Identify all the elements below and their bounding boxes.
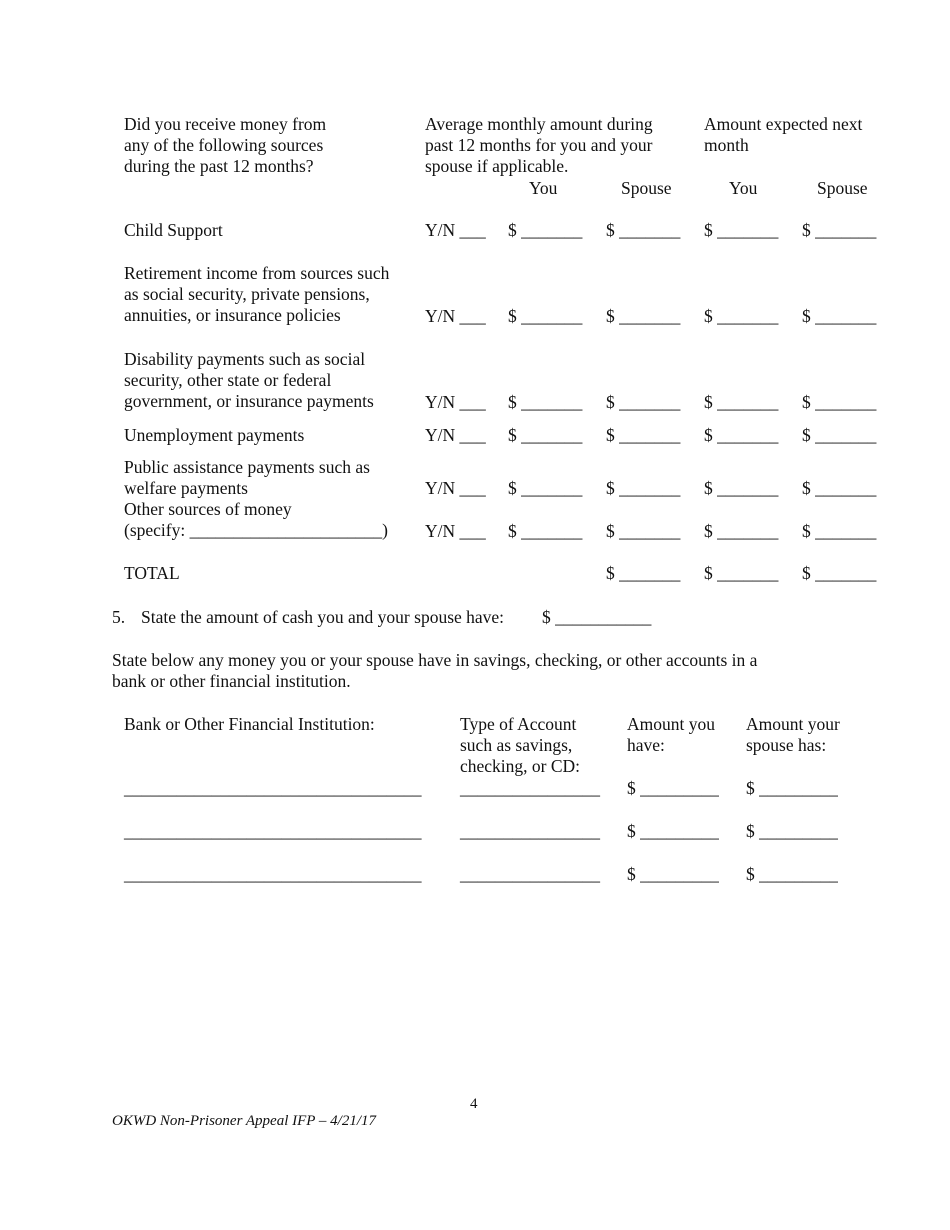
amount-field[interactable]: $ _______	[508, 220, 583, 240]
income-header-question: Did you receive money from any of the following sources during the past 12 months?	[124, 114, 327, 176]
yn-field[interactable]: Y/N ___	[425, 306, 486, 326]
amount-field[interactable]: $ _______	[802, 521, 877, 541]
accounts-header-type: Type of Account such as savings, checking, or CD:	[460, 714, 581, 776]
income-row-label: Child Support	[124, 220, 223, 240]
cash-amount-field[interactable]: $ ___________	[542, 607, 652, 627]
cash-question-text: State the amount of cash you and your spouse have:	[141, 607, 505, 627]
column-header-spouse-average: Spouse	[621, 178, 672, 198]
institution-field[interactable]: __________________________________	[124, 864, 422, 884]
income-row-label: Other sources of money (specify: ______________________)	[124, 499, 388, 540]
income-row-label: Unemployment payments	[124, 425, 305, 445]
account-spouse-amount-field[interactable]: $ _________	[746, 864, 838, 884]
accounts-header-institution: Bank or Other Financial Institution:	[124, 714, 375, 734]
amount-field[interactable]: $ _______	[802, 478, 877, 498]
amount-field[interactable]: $ _______	[802, 220, 877, 240]
amount-field[interactable]: $ _______	[704, 521, 779, 541]
amount-field[interactable]: $ _______	[704, 220, 779, 240]
institution-field[interactable]: __________________________________	[124, 778, 422, 798]
yn-field[interactable]: Y/N ___	[425, 478, 486, 498]
amount-field[interactable]: $ _______	[802, 425, 877, 445]
yn-field[interactable]: Y/N ___	[425, 425, 486, 445]
account-type-field[interactable]: ________________	[460, 778, 600, 798]
total-amount-field[interactable]: $ _______	[704, 563, 779, 583]
amount-field[interactable]: $ _______	[606, 306, 681, 326]
amount-field[interactable]: $ _______	[704, 392, 779, 412]
account-type-field[interactable]: ________________	[460, 821, 600, 841]
income-header-average: Average monthly amount during past 12 months for you and your spouse if applicable.	[425, 114, 653, 176]
accounts-header-you: Amount you have:	[627, 714, 715, 755]
column-header-spouse-expected: Spouse	[817, 178, 868, 198]
column-header-you-expected: You	[729, 178, 758, 198]
amount-field[interactable]: $ _______	[606, 425, 681, 445]
yn-field[interactable]: Y/N ___	[425, 521, 486, 541]
question-number: 5.	[112, 607, 126, 627]
account-you-amount-field[interactable]: $ _________	[627, 778, 719, 798]
total-label: TOTAL	[124, 563, 180, 583]
accounts-intro: State below any money you or your spouse have in savings, checking, or other accounts in a bank or other financial institution.	[112, 650, 758, 691]
amount-field[interactable]: $ _______	[704, 425, 779, 445]
page-number: 4	[470, 1096, 478, 1112]
amount-field[interactable]: $ _______	[508, 521, 583, 541]
income-header-expected: Amount expected next month	[704, 114, 863, 155]
account-you-amount-field[interactable]: $ _________	[627, 864, 719, 884]
column-header-you-average: You	[529, 178, 558, 198]
amount-field[interactable]: $ _______	[606, 478, 681, 498]
yn-field[interactable]: Y/N ___	[425, 220, 486, 240]
amount-field[interactable]: $ _______	[508, 306, 583, 326]
amount-field[interactable]: $ _______	[704, 306, 779, 326]
specify-field[interactable]: (specify: ______________________)	[124, 520, 388, 540]
amount-field[interactable]: $ _______	[704, 478, 779, 498]
account-you-amount-field[interactable]: $ _________	[627, 821, 719, 841]
footer-form-id: OKWD Non-Prisoner Appeal IFP – 4/21/17	[112, 1113, 377, 1129]
amount-field[interactable]: $ _______	[606, 392, 681, 412]
income-row-label: Retirement income from sources such as social security, private pensions, annuities, or insurance policies	[124, 263, 390, 325]
account-type-field[interactable]: ________________	[460, 864, 600, 884]
amount-field[interactable]: $ _______	[508, 478, 583, 498]
accounts-header-spouse: Amount your spouse has:	[746, 714, 840, 755]
yn-field[interactable]: Y/N ___	[425, 392, 486, 412]
account-spouse-amount-field[interactable]: $ _________	[746, 821, 838, 841]
total-amount-field[interactable]: $ _______	[802, 563, 877, 583]
institution-field[interactable]: __________________________________	[124, 821, 422, 841]
income-row-label: Disability payments such as social security, other state or federal government, or insurance payments	[124, 349, 374, 411]
amount-field[interactable]: $ _______	[508, 425, 583, 445]
total-amount-field[interactable]: $ _______	[606, 563, 681, 583]
amount-field[interactable]: $ _______	[606, 521, 681, 541]
account-spouse-amount-field[interactable]: $ _________	[746, 778, 838, 798]
income-row-label: Public assistance payments such as welfare payments	[124, 457, 370, 498]
amount-field[interactable]: $ _______	[802, 306, 877, 326]
amount-field[interactable]: $ _______	[606, 220, 681, 240]
amount-field[interactable]: $ _______	[508, 392, 583, 412]
amount-field[interactable]: $ _______	[802, 392, 877, 412]
